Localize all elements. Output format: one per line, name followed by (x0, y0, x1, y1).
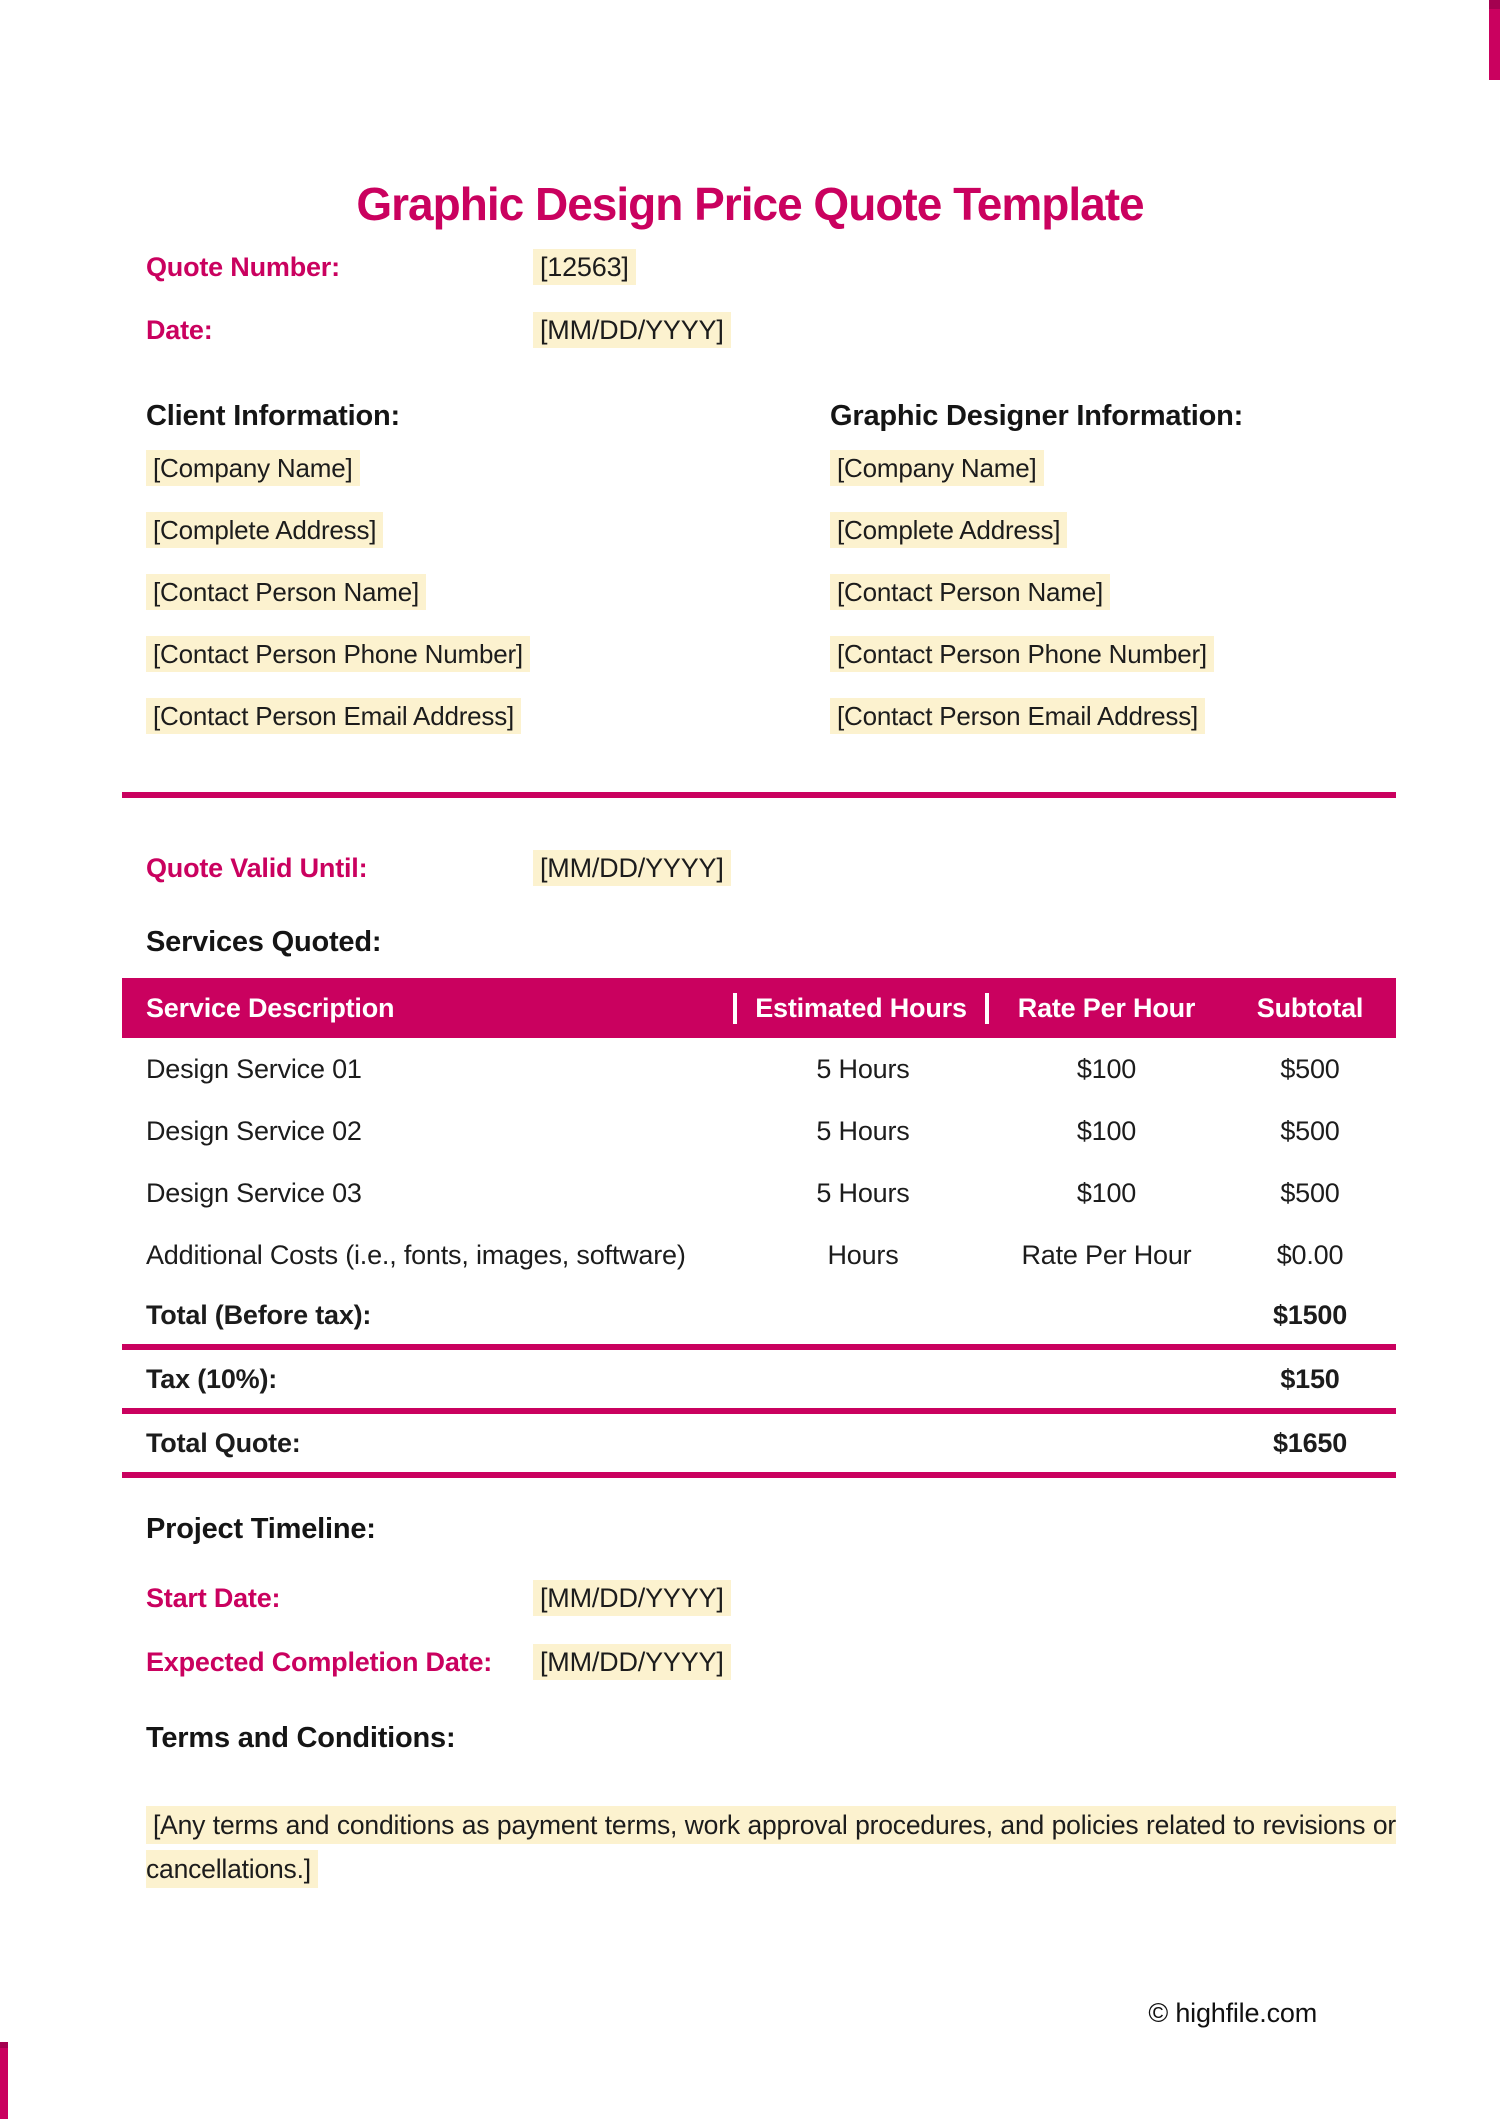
service-subtotal: $500 (1280, 1053, 1340, 1084)
date-label: Date: (146, 315, 213, 345)
service-subtotal: $500 (1280, 1177, 1340, 1208)
service-description: Design Service 03 (146, 1177, 362, 1208)
date-value: [MM/DD/YYYY] (533, 313, 731, 347)
service-row-1 (122, 1038, 1396, 1100)
designer-complete-address: [Complete Address] (830, 514, 1214, 547)
tax-row (122, 1350, 1396, 1414)
service-row-3 (122, 1162, 1396, 1224)
start-date-value: [MM/DD/YYYY] (533, 1581, 731, 1615)
start-date-row (146, 1581, 1396, 1615)
col-header-subtotal: Subtotal (1256, 992, 1364, 1023)
client-info-list (146, 452, 530, 762)
col-header-rate-per-hour: Rate Per Hour (1017, 992, 1196, 1023)
project-timeline-heading: Project Timeline: (146, 1513, 376, 1545)
client-company-name: [Company Name] (146, 452, 530, 485)
designer-contact-person-name: [Contact Person Name] (830, 576, 1214, 609)
terms-paragraph: [Any terms and conditions as payment terms, work approval procedures, and policies related to revisions or cancellations.] (146, 1803, 1396, 1891)
service-hours: 5 Hours (816, 1053, 910, 1084)
service-rate: $100 (1076, 1177, 1137, 1208)
top-right-accent-bar (1489, 0, 1500, 80)
additional-costs-row (122, 1224, 1396, 1286)
quote-valid-until-row (146, 851, 1396, 885)
service-subtotal: $500 (1280, 1115, 1340, 1146)
service-rate: $100 (1076, 1115, 1137, 1146)
start-date-label: Start Date: (146, 1583, 281, 1613)
col-header-service-description: Service Description (122, 993, 737, 1024)
additional-costs-rate: Rate Per Hour (1021, 1239, 1192, 1270)
service-hours: 5 Hours (816, 1177, 910, 1208)
table-header-row (122, 978, 1396, 1038)
quote-number-label: Quote Number: (146, 252, 340, 282)
expected-completion-date-label: Expected Completion Date: (146, 1647, 493, 1677)
footer-credit: © highfile.com (1148, 1998, 1317, 2028)
client-info-heading: Client Information: (146, 400, 400, 432)
services-table (122, 978, 1396, 1478)
total-before-tax-row (122, 1286, 1396, 1350)
col-header-estimated-hours: Estimated Hours (737, 993, 989, 1024)
section-divider (122, 792, 1396, 798)
expected-completion-date-row (146, 1645, 1396, 1679)
terms-and-conditions-heading: Terms and Conditions: (146, 1722, 456, 1754)
tax-label: Tax (10%): (146, 1363, 278, 1394)
service-description: Design Service 01 (146, 1053, 362, 1084)
total-quote-label: Total Quote: (146, 1427, 301, 1458)
total-quote-row (122, 1414, 1396, 1478)
service-row-2 (122, 1100, 1396, 1162)
designer-contact-person-email: [Contact Person Email Address] (830, 700, 1214, 733)
client-contact-person-phone: [Contact Person Phone Number] (146, 638, 530, 671)
designer-info-list (830, 452, 1214, 762)
date-row (146, 313, 1396, 347)
additional-costs-hours: Hours (827, 1239, 899, 1270)
total-before-tax-label: Total (Before tax): (146, 1299, 372, 1330)
quote-valid-until-value: [MM/DD/YYYY] (533, 851, 731, 885)
tax-value: $150 (1280, 1363, 1340, 1394)
service-hours: 5 Hours (816, 1115, 910, 1146)
additional-costs-subtotal: $0.00 (1276, 1239, 1344, 1270)
client-contact-person-email: [Contact Person Email Address] (146, 700, 530, 733)
client-contact-person-name: [Contact Person Name] (146, 576, 530, 609)
designer-info-heading: Graphic Designer Information: (830, 400, 1244, 432)
service-rate: $100 (1076, 1053, 1137, 1084)
bottom-left-accent-bar-cap (0, 2042, 8, 2048)
quote-number-value: [12563] (533, 250, 636, 284)
quote-number-row (146, 250, 1396, 284)
service-description: Design Service 02 (146, 1115, 362, 1146)
total-before-tax-value: $1500 (1272, 1299, 1348, 1330)
total-quote-value: $1650 (1272, 1427, 1348, 1458)
services-quoted-heading: Services Quoted: (146, 926, 382, 958)
designer-company-name: [Company Name] (830, 452, 1214, 485)
quote-valid-until-label: Quote Valid Until: (146, 853, 368, 883)
bottom-left-accent-bar (0, 2042, 8, 2119)
expected-completion-date-value: [MM/DD/YYYY] (533, 1645, 731, 1679)
top-right-accent-bar-cap (1489, 0, 1500, 9)
client-complete-address: [Complete Address] (146, 514, 530, 547)
designer-contact-person-phone: [Contact Person Phone Number] (830, 638, 1214, 671)
page-title: Graphic Design Price Quote Template (356, 177, 1144, 230)
additional-costs-description: Additional Costs (i.e., fonts, images, software) (146, 1239, 686, 1270)
